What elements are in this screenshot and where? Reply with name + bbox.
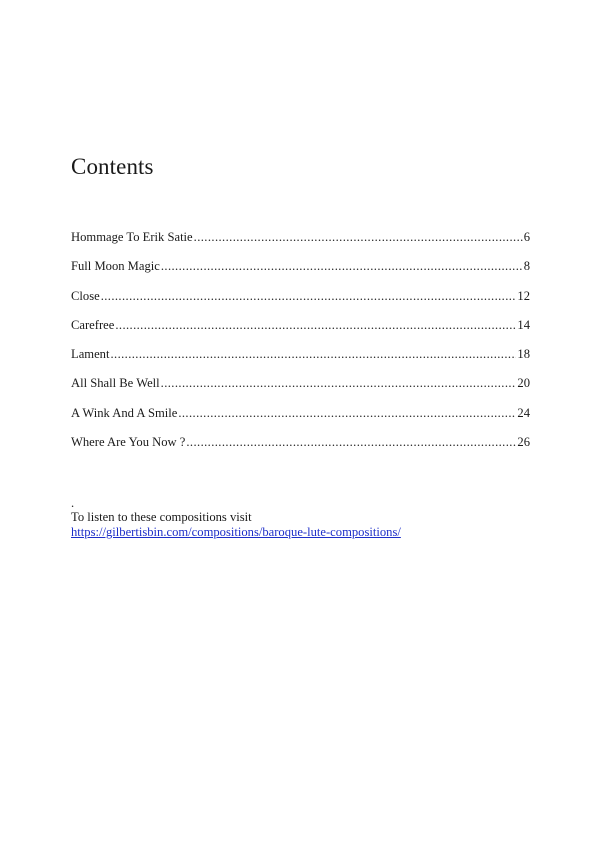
toc-entry-title: Full Moon Magic [71, 259, 160, 274]
toc-page-number: 24 [517, 405, 530, 420]
toc-entry-full-moon-magic[interactable] [71, 258, 530, 287]
toc-leader-dots [194, 229, 523, 245]
table-of-contents [71, 229, 530, 463]
toc-entry-close[interactable] [71, 288, 530, 317]
toc-leader-dots [178, 405, 516, 421]
note-dot: . [71, 496, 75, 510]
toc-entry-hommage-to-erik-satie[interactable] [71, 229, 530, 258]
toc-entry-lament[interactable] [71, 346, 530, 375]
toc-leader-dots [161, 375, 517, 391]
page-title: Contents [71, 154, 154, 179]
toc-page-number: 14 [517, 317, 530, 332]
toc-entry-title: Carefree [71, 317, 115, 332]
toc-entry-title: A Wink And A Smile [71, 405, 178, 420]
toc-page-number: 8 [523, 259, 530, 274]
toc-entry-title: Hommage To Erik Satie [71, 230, 193, 244]
toc-leader-dots [161, 258, 523, 274]
toc-leader-dots [115, 317, 516, 333]
toc-leader-dots [101, 288, 517, 304]
toc-entry-where-are-you-now[interactable] [71, 434, 530, 463]
toc-entry-title: Lament [71, 347, 110, 362]
toc-entry-carefree[interactable] [71, 317, 530, 346]
toc-entry-a-wink-and-a-smile[interactable] [71, 405, 530, 434]
toc-entry-all-shall-be-well[interactable] [71, 375, 530, 404]
toc-page-number: 12 [517, 288, 530, 303]
toc-entry-title: All Shall Be Well [71, 376, 160, 391]
toc-page-number: 20 [517, 376, 530, 391]
toc-leader-dots [186, 434, 516, 450]
compositions-link[interactable]: https://gilbertisbin.com/compositions/baroque-lute-compositions/ [71, 525, 401, 539]
toc-leader-dots [110, 346, 516, 362]
toc-entry-title: Close [71, 288, 100, 303]
toc-page-number: 6 [523, 230, 530, 244]
listen-note [71, 496, 401, 540]
toc-entry-title: Where Are You Now ? [71, 435, 186, 450]
listen-text: To listen to these compositions visit [71, 510, 252, 524]
toc-page-number: 26 [517, 435, 530, 450]
toc-page-number: 18 [517, 347, 530, 362]
